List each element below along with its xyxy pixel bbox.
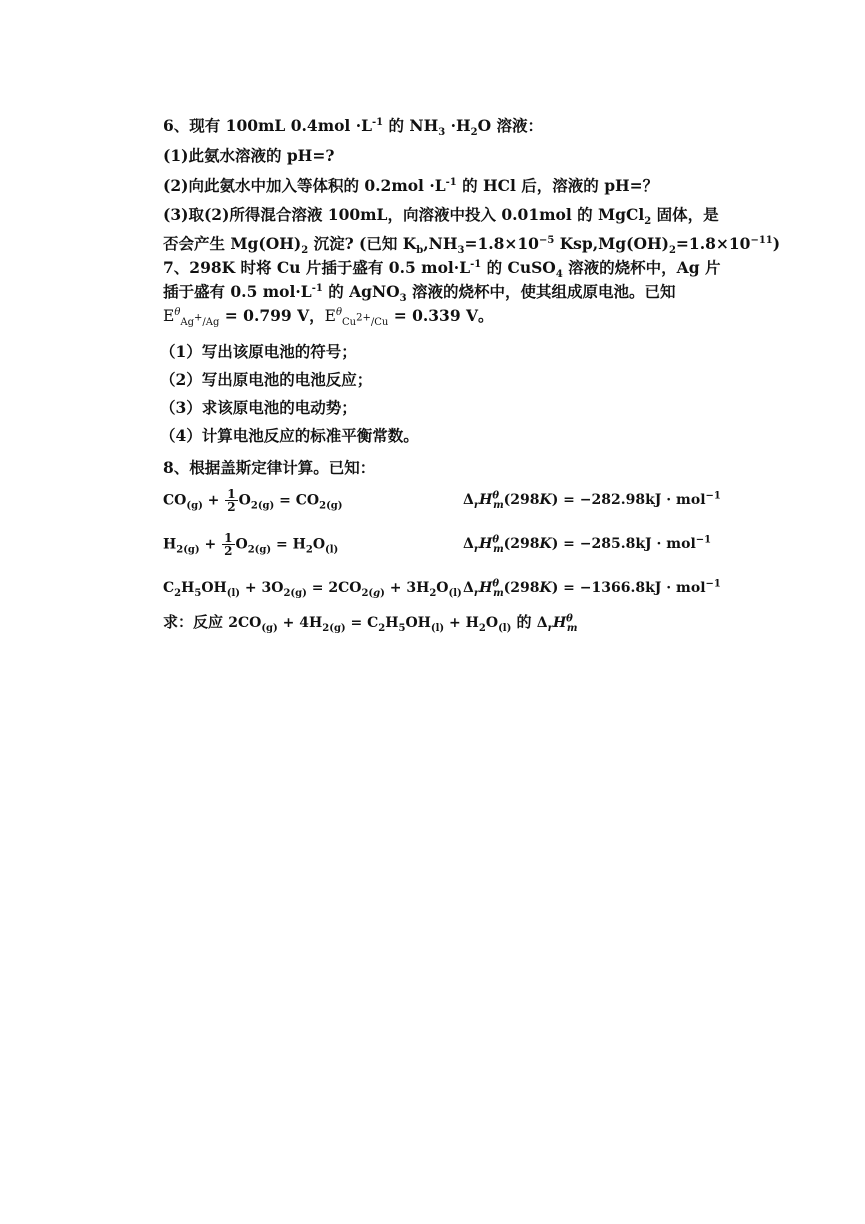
q8-eq3-value: $\Delta_rH^\theta_m(298K) = -1366.8kJ \cdot mol^{-1}$ [463, 578, 721, 599]
q8-eq3-reaction: $C_2H_5OH_{(l)} + 3O_{2(g)} = 2CO_{2(g)} + 3H_2O_{(l)}$ [163, 580, 462, 599]
q6-stem: 6、现有 100mL $0.4mol \cdot L^{-1}$ 的 $NH_3 \cdot H_2O$ 溶液： [163, 116, 544, 139]
q8-stem: 8、根据盖斯定律计算。已知： [163, 458, 376, 477]
q6-part2: (2)向此氨水中加入等体积的 $0.2mol \cdot L^{-1}$ 的 HCl 后，溶液的 pH=？ [163, 176, 659, 195]
q8-eq2-value: $\Delta_rH^\theta_m(298K) = -285.8kJ \cdot mol^{-1}$ [463, 534, 712, 555]
q7-item-3: （3）求该原电池的电动势； [160, 398, 357, 417]
q8-eq1-reaction: $CO_{(g)}$ + $\frac{1}{2}$ $O_{2(g)} = CO_{2(g)}$ [163, 487, 343, 514]
q8-eq2-reaction: $H_{2(g)}$ + $\frac{1}{2}$ $O_{2(g)} = H_2O_{(l)}$ [163, 531, 339, 558]
q7-item-2: （2）写出原电池的电池反应； [160, 370, 373, 389]
q8-eq1-value: $\Delta_rH^\theta_m(298K) = -282.98kJ \cdot mol^{-1}$ [463, 490, 721, 511]
q7-item-1: （1）写出该原电池的符号； [160, 342, 357, 361]
q8-ask: 求：反应 $2CO_{(g)} + 4H_{2(g)} = C_2H_5OH_{(l)} + H_2O_{(l)}$ 的 $\Delta_rH^\theta_m$ [163, 613, 578, 634]
q6-part3-line2: 否会产生 $Mg(OH)_2$ 沉淀? (已知 $K_b,NH_3=1.8\times 10^{-5}$ $Ksp,Mg(OH)_2=1.8\times 10^{-11}$) [163, 234, 781, 257]
q6-part3-line1: (3)取(2)所得混合溶液 100mL，向溶液中投入 0.01mol 的 MgCl$_2$ 固体，是 [163, 205, 719, 228]
q7-stem-line3: $E^\theta_{Ag^+/Ag} = 0.799$ V，$E^\theta_{Cu^{2+}/Cu} = 0.339$ V。 [163, 306, 494, 329]
q7-stem-line2: 插于盛有 0.5 $mol\cdot L^{-1}$ 的 AgNO$_3$ 溶液的烧杯中，使其组成原电池。已知 [163, 282, 676, 305]
q7-item-4: （4）计算电池反应的标准平衡常数。 [160, 426, 419, 445]
q7-stem-line1: 7、298K 时将 Cu 片插于盛有 0.5 $mol\cdot L^{-1}$ 的 CuSO$_4$ 溶液的烧杯中，Ag 片 [163, 258, 721, 281]
q6-part1: (1)此氨水溶液的 pH=? [163, 146, 335, 165]
